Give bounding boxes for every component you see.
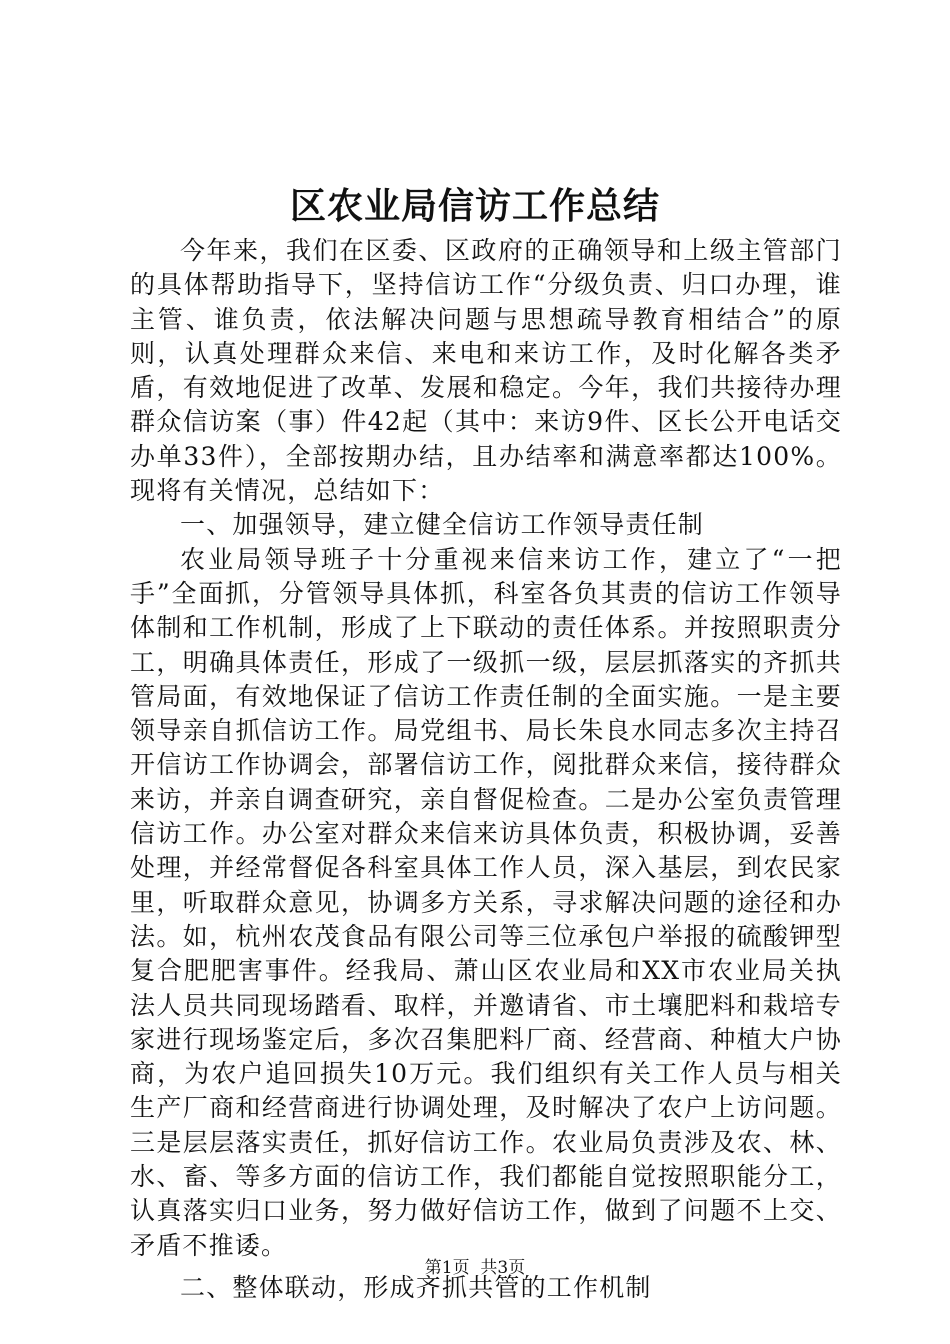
intro-paragraph: 今年来，我们在区委、区政府的正确领导和上级主管部门的具体帮助指导下，坚持信访工作“分级负责、归口办理，谁主管、谁负责，依法解决问题与思想疏导教育相结合”的原则，认真处理群众来信、来电和来访工作，及时化解各类矛盾，有效地促进了改革、发展和稳定。今年，我们共接待办理群众信访案（事）件42起（其中：来访9件、区长公开电话交办单33件），全部按期办结，且办结率和满意率都达100%。现将有关情况，总结如下： [130, 236, 842, 506]
section-heading-1: 一、加强领导，建立健全信访工作领导责任制 [180, 510, 705, 540]
section-1-paragraph: 农业局领导班子十分重视来信来访工作，建立了“一把手”全面抓，分管领导具体抓，科室各负其责的信访工作领导体制和工作机制，形成了上下联动的责任体系。并按照职责分工，明确具体责任，形成了一级抓一级，层层抓落实的齐抓共管局面，有效地保证了信访工作责任制的全面实施。一是主要领导亲自抓信访工作。局党组书、局长朱良水同志多次主持召开信访工作协调会，部署信访工作，阅批群众来信，接待群众来访，并亲自调查研究，亲自督促检查。二是办公室负责管理信访工作。办公室对群众来信来访具体负责，积极协调，妥善处理，并经常督促各科室具体工作人员，深入基层，到农民家里，听取群众意见，协调多方关系，寻求解决问题的途径和办法。如，杭州农茂食品有限公司等三位承包户举报的硫酸钾型复合肥肥害事件。经我局、萧山区农业局和XX市农业局关执法人员共同现场踏看、取样，并邀请省、市土壤肥料和栽培专家进行现场鉴定后，多次召集肥料厂商、经营商、种植大户协商，为农户追回损失10万元。我们组织有关工作人员与相关生产厂商和经营商进行协调处理，及时解决了农户上访问题。三是层层落实责任，抓好信访工作。农业局负责涉及农、林、水、畜、等多方面的信访工作，我们都能自觉按照职能分工，认真落实归口业务，努力做好信访工作，做到了问题不上交、矛盾不推诿。 [130, 544, 842, 1260]
document-title: 区农业局信访工作总结 [289, 186, 660, 227]
section-heading-2: 二、整体联动，形成齐抓共管的工作机制 [180, 1272, 652, 1302]
document-body [130, 234, 842, 1305]
page-footer: 第1页 共3页 [424, 1258, 526, 1278]
